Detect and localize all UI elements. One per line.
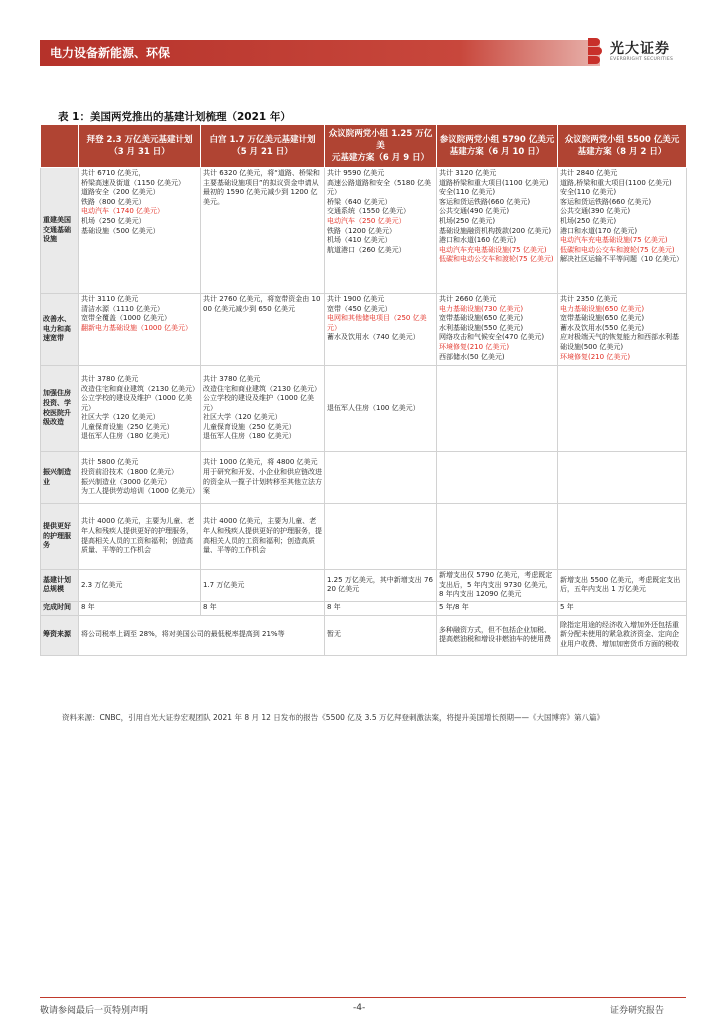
cell-line: 振兴制造业（3000 亿美元） bbox=[81, 477, 172, 486]
cell-line: 8 年 bbox=[327, 603, 341, 612]
logo-subtitle: EVERBRIGHT SECURITIES bbox=[610, 57, 674, 62]
cell-line: 宽带基础设施(650 亿美元) bbox=[439, 314, 524, 323]
cell-line: 共计 2840 亿美元 bbox=[560, 169, 618, 177]
row-header: 提供更好的护理服务 bbox=[41, 504, 79, 570]
logo-name: 光大证券 bbox=[610, 41, 670, 57]
column-header-line: 基建方案（8 月 2 日） bbox=[577, 147, 667, 157]
column-header-line: （3 月 31 日） bbox=[109, 147, 170, 157]
infrastructure-plan-table bbox=[40, 124, 686, 656]
cell-line: 机场(250 亿美元) bbox=[439, 216, 496, 225]
column-header-line: 拜登 2.3 万亿美元基建计划 bbox=[86, 135, 193, 145]
cell-line: 社区大学（120 亿美元） bbox=[203, 413, 282, 422]
column-header bbox=[558, 125, 687, 168]
table-cell bbox=[201, 366, 325, 452]
cell-line: 机场(250 亿美元) bbox=[560, 216, 617, 225]
row-header: 重建美国交通基础设施 bbox=[41, 168, 79, 294]
cell-line: 共计 3110 亿美元 bbox=[81, 295, 139, 303]
table-cell bbox=[558, 366, 687, 452]
highlighted-cell-line: 低碳和电动公交车和渡轮(75 亿美元) bbox=[560, 245, 675, 254]
table-cell bbox=[437, 452, 558, 504]
row-header: 振兴制造业 bbox=[41, 452, 79, 504]
table-cell bbox=[325, 294, 437, 366]
highlighted-cell-line: 环境修复(210 亿美元) bbox=[439, 342, 510, 351]
cell-line: 铁路（800 亿美元） bbox=[81, 197, 146, 206]
table-cell bbox=[201, 452, 325, 504]
cell-line: 退伍军人住房（180 亿美元） bbox=[203, 432, 296, 441]
cell-line: 机场（250 亿美元） bbox=[81, 216, 146, 225]
cell-line: 儿童保育设施（250 亿美元） bbox=[203, 422, 296, 431]
cell-line: 解决社区运输不平等问题（10 亿美元） bbox=[560, 255, 684, 264]
cell-line: 共计 6710 亿美元， bbox=[81, 169, 146, 177]
table-cell bbox=[437, 504, 558, 570]
cell-line: 公立学校的建设及维护（1000 亿美元） bbox=[81, 394, 193, 412]
cell-line: 新增支出仅 5790 亿美元，考虑既定支出后，5 年内支出 9730 亿美元，8 年内支出 12090 亿美元 bbox=[439, 571, 553, 599]
table-cell bbox=[558, 601, 687, 615]
table-cell bbox=[325, 601, 437, 615]
table-cell bbox=[437, 570, 558, 602]
column-header bbox=[325, 125, 437, 168]
table-cell bbox=[558, 168, 687, 294]
source-note: 资料来源：CNBC，引用自光大证券宏观团队 2021 年 8 月 12 日发布的报告《5500 亿及 3.5 万亿拜登刺激法案，将提升美国增长预期——《大国博弈》第八篇》 bbox=[62, 713, 604, 722]
cell-line: 改造住宅和商业建筑（2130 亿美元） bbox=[203, 384, 322, 393]
column-header-line: （5 月 21 日） bbox=[232, 147, 293, 157]
cell-line: 8 年 bbox=[81, 603, 95, 612]
cell-line: 基础设施融资机构拨款(200 亿美元) bbox=[439, 226, 552, 235]
column-header bbox=[79, 125, 201, 168]
column-header bbox=[437, 125, 558, 168]
cell-line: 2.3 万亿美元 bbox=[81, 580, 123, 589]
section-header-bar bbox=[40, 40, 600, 66]
table-cell bbox=[558, 504, 687, 570]
table-cell bbox=[325, 452, 437, 504]
cell-line: 共计 2760 亿美元，将宽带资金由 1000 亿美元减少到 650 亿美元 bbox=[203, 295, 321, 313]
logo-mark-icon bbox=[588, 38, 604, 64]
section-title: 电力设备新能源、环保 bbox=[50, 46, 171, 60]
table-cell bbox=[437, 615, 558, 655]
cell-line: 宽带全覆盖（1000 亿美元） bbox=[81, 314, 172, 323]
table-cell bbox=[79, 452, 201, 504]
cell-line: 共计 3120 亿美元 bbox=[439, 169, 497, 177]
table-header-row bbox=[41, 125, 687, 168]
cell-line: 共计 4000 亿美元，主要为儿童、老年人和残疾人提供更好的护理服务，提高相关人员的工资和福利；创造高质量、平等的工作机会 bbox=[81, 517, 195, 555]
corner-header-cell bbox=[41, 125, 79, 168]
cell-line: 公共交通(490 亿美元) bbox=[439, 207, 510, 216]
cell-line: 共计 3780 亿美元 bbox=[81, 374, 139, 383]
highlighted-cell-line: 电力基础设施(650 亿美元) bbox=[560, 304, 645, 313]
cell-line: 机场（410 亿美元） bbox=[327, 236, 392, 245]
cell-line: 清洁水源（1110 亿美元） bbox=[81, 304, 165, 313]
table-row bbox=[41, 366, 687, 452]
cell-line: 桥梁高速及街道（1150 亿美元） bbox=[81, 178, 186, 187]
table-cell bbox=[325, 168, 437, 294]
table-cell bbox=[437, 601, 558, 615]
column-header-line: 元基建方案（6 月 9 日） bbox=[331, 153, 430, 163]
cell-line: 道路,桥梁和重大项目(1100 亿美元) bbox=[560, 178, 672, 187]
cell-line: 共计 1000 亿美元，将 4800 亿美元用于研究和开发、小企业和供应链改进的资金从一揽子计划转移至其他立法方案 bbox=[203, 458, 322, 496]
cell-line: 铁路（1200 亿美元） bbox=[327, 226, 397, 235]
highlighted-cell-line: 环境修复(210 亿美元) bbox=[560, 352, 631, 361]
table-cell bbox=[79, 570, 201, 602]
footer-report-type: 证券研究报告 bbox=[610, 1006, 665, 1016]
table-cell bbox=[558, 615, 687, 655]
cell-line: 将公司税率上调至 28%，将对美国公司的最低税率提高到 21%等 bbox=[81, 630, 285, 639]
cell-line: 水利基础设施(550 亿美元) bbox=[439, 323, 524, 332]
cell-line: 西部储水(50 亿美元) bbox=[439, 352, 505, 361]
cell-line: 退伍军人住房（100 亿美元） bbox=[327, 403, 420, 412]
highlighted-cell-line: 电力基础设施(730 亿美元) bbox=[439, 304, 524, 313]
table-row bbox=[41, 294, 687, 366]
cell-line: 共计 1900 亿美元 bbox=[327, 295, 385, 303]
cell-line: 道路桥梁和重大项目(1100 亿美元) bbox=[439, 178, 549, 187]
row-header: 完成时间 bbox=[41, 601, 79, 615]
cell-line: 社区大学（120 亿美元） bbox=[81, 413, 160, 422]
cell-line: 交通系统（1550 亿美元） bbox=[327, 207, 411, 216]
table-row bbox=[41, 452, 687, 504]
cell-line: 桥梁（640 亿美元） bbox=[327, 197, 392, 206]
cell-line: 共计 2660 亿美元 bbox=[439, 295, 497, 303]
cell-line: 儿童保育设施（250 亿美元） bbox=[81, 422, 174, 431]
cell-line: 安全(110 亿美元) bbox=[439, 188, 496, 197]
footer-disclaimer: 敬请参阅最后一页特别声明 bbox=[40, 1006, 149, 1016]
cell-line: 5 年/8 年 bbox=[439, 603, 469, 612]
cell-line: 客运和货运铁路(660 亿美元) bbox=[560, 197, 652, 206]
cell-line: 共计 6320 亿美元，将“道路、桥梁和主要基础设施项目”的拟议资金申请从最初的 1590 亿美元减少到 1200 亿美元。 bbox=[203, 169, 320, 206]
table-cell bbox=[437, 366, 558, 452]
row-header: 筹资来源 bbox=[41, 615, 79, 655]
table-cell bbox=[325, 366, 437, 452]
table-row bbox=[41, 168, 687, 294]
cell-line: 宽带（450 亿美元） bbox=[327, 304, 392, 313]
cell-line: 共计 3780 亿美元 bbox=[203, 374, 261, 383]
cell-line: 宽带基础设施(650 亿美元) bbox=[560, 314, 645, 323]
highlighted-cell-line: 电动汽车（250 亿美元） bbox=[327, 216, 406, 225]
cell-line: 基础设施（500 亿美元） bbox=[81, 226, 160, 235]
table-cell bbox=[437, 294, 558, 366]
cell-line: 5 年 bbox=[560, 603, 574, 612]
cell-line: 航道港口（260 亿美元） bbox=[327, 245, 406, 254]
cell-line: 网络攻击和气候安全(470 亿美元) bbox=[439, 333, 545, 342]
cell-line: 蓄水及饮用水(550 亿美元) bbox=[560, 323, 645, 332]
cell-line: 道路安全（200 亿美元） bbox=[81, 188, 160, 197]
table-row bbox=[41, 601, 687, 615]
cell-line: 蓄水及饮用水（740 亿美元） bbox=[327, 333, 420, 342]
table-cell bbox=[325, 615, 437, 655]
highlighted-cell-line: 电动汽车充电基础设施(75 亿美元) bbox=[560, 236, 668, 245]
table-row bbox=[41, 615, 687, 655]
table-cell bbox=[79, 615, 325, 655]
cell-line: 客运和货运铁路(660 亿美元) bbox=[439, 197, 531, 206]
table-cell bbox=[79, 366, 201, 452]
table-cell bbox=[201, 601, 325, 615]
cell-line: 港口和水道(170 亿美元) bbox=[560, 226, 638, 235]
cell-line: 1.25 万亿美元，其中新增支出 7620 亿美元 bbox=[327, 575, 433, 594]
cell-line: 退伍军人住房（180 亿美元） bbox=[81, 432, 174, 441]
column-header-line: 众议院两党小组 1.25 万亿美 bbox=[328, 129, 433, 151]
footer-divider bbox=[40, 997, 686, 998]
cell-line: 1.7 万亿美元 bbox=[203, 580, 245, 589]
cell-line: 8 年 bbox=[203, 603, 217, 612]
table-cell bbox=[79, 504, 201, 570]
cell-line: 公共交通(390 亿美元) bbox=[560, 207, 631, 216]
highlighted-cell-line: 电动汽车充电基础设施(75 亿美元) bbox=[439, 245, 547, 254]
table-cell bbox=[79, 168, 201, 294]
column-header-line: 基建方案（6 月 10 日） bbox=[449, 147, 545, 157]
highlighted-cell-line: 低碳和电动公交车和渡轮(75 亿美元) bbox=[439, 255, 554, 264]
row-header: 改善水、电力和高速宽带 bbox=[41, 294, 79, 366]
column-header bbox=[201, 125, 325, 168]
table-title: 表 1：美国两党推出的基建计划梳理（2021 年） bbox=[58, 111, 291, 123]
highlighted-cell-line: 电动汽车（1740 亿美元） bbox=[81, 207, 165, 216]
table-row bbox=[41, 570, 687, 602]
table-cell bbox=[79, 294, 201, 366]
cell-line: 暂无 bbox=[327, 630, 341, 639]
table-cell bbox=[325, 570, 437, 602]
cell-line: 共计 2350 亿美元 bbox=[560, 295, 618, 303]
cell-line: 改造住宅和商业建筑（2130 亿美元） bbox=[81, 384, 200, 393]
column-header-line: 众议院两党小组 5500 亿美元 bbox=[564, 135, 680, 145]
table-cell bbox=[325, 504, 437, 570]
table-cell bbox=[201, 570, 325, 602]
table-cell bbox=[201, 168, 325, 294]
cell-line: 应对极端天气的恢复能力和西部水利基础设施(500 亿美元) bbox=[560, 333, 679, 351]
page-number: -4- bbox=[353, 1003, 366, 1013]
column-header-line: 白宫 1.7 万亿美元基建计划 bbox=[209, 135, 316, 145]
table-cell bbox=[558, 294, 687, 366]
cell-line: 公立学校的建设及维护（1000 亿美元） bbox=[203, 394, 315, 412]
cell-line: 高速公路道路和安全（5180 亿美元） bbox=[327, 178, 432, 197]
broker-logo bbox=[588, 36, 688, 68]
cell-line: 多种融资方式，但不包括企业加税、提高燃油税和增设非燃油车的使用费 bbox=[439, 625, 551, 644]
table-cell bbox=[201, 504, 325, 570]
cell-line: 共计 4000 亿美元，主要为儿童、老年人和残疾人提供更好的护理服务，提高相关人员的工资和福利；创造高质量、平等的工作机会 bbox=[203, 517, 322, 555]
cell-line: 共计 5800 亿美元 bbox=[81, 458, 139, 467]
highlighted-cell-line: 电网和其他储电项目（250 亿美元） bbox=[327, 314, 427, 332]
table-cell bbox=[437, 168, 558, 294]
cell-line: 为工人提供劳动培训（1000 亿美元） bbox=[81, 487, 200, 496]
table-cell bbox=[558, 570, 687, 602]
cell-line: 共计 9590 亿美元 bbox=[327, 169, 385, 177]
row-header: 加强住房投资、学校医院升级改造 bbox=[41, 366, 79, 452]
table-cell bbox=[201, 294, 325, 366]
table-row bbox=[41, 504, 687, 570]
column-header-line: 参议院两党小组 5790 亿美元 bbox=[439, 135, 555, 145]
row-header: 基建计划总规模 bbox=[41, 570, 79, 602]
highlighted-cell-line: 翻新电力基础设施（1000 亿美元） bbox=[81, 323, 193, 332]
cell-line: 投资前沿技术（1800 亿美元） bbox=[81, 467, 179, 476]
cell-line: 安全(110 亿美元) bbox=[560, 188, 617, 197]
table-cell bbox=[79, 601, 201, 615]
cell-line: 新增支出 5500 亿美元，考虑既定支出后，五年内支出 1 万亿美元 bbox=[560, 575, 681, 594]
cell-line: 除指定用途的经济收入增加外还包括重新分配未使用的紧急救济资金、定向企业用户收费、增加加密货币方面的税收 bbox=[560, 620, 679, 649]
cell-line: 港口和水道(160 亿美元) bbox=[439, 236, 517, 245]
table-cell bbox=[558, 452, 687, 504]
